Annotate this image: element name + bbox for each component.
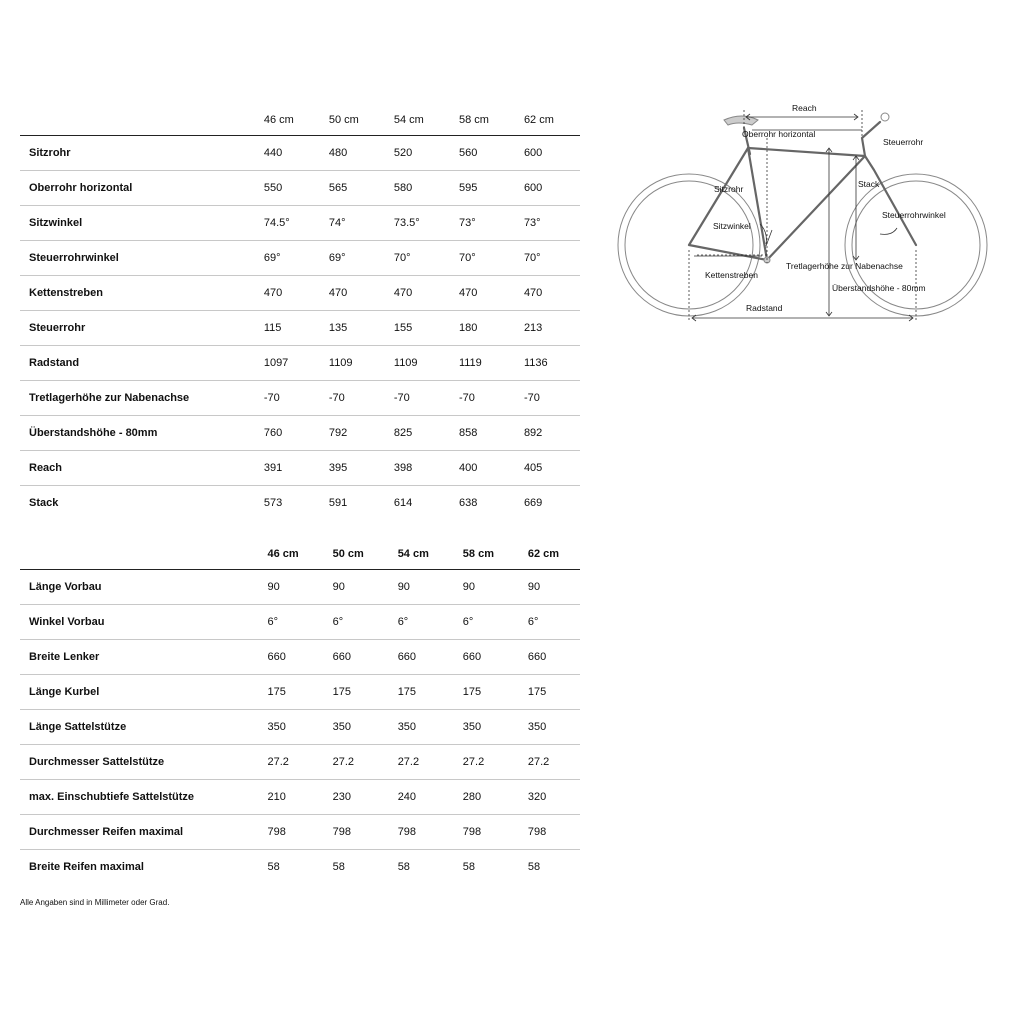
cell-value: 70° (385, 241, 450, 276)
cell-value: 470 (320, 276, 385, 311)
cell-value: 27.2 (515, 745, 580, 780)
cell-value: 90 (450, 570, 515, 605)
label-sitzwinkel: Sitzwinkel (713, 221, 751, 231)
cell-value: 210 (255, 780, 320, 815)
cell-value: 600 (515, 171, 580, 206)
cell-value: 58 (527, 861, 541, 873)
cell-value: 480 (320, 136, 385, 171)
cell-value: 600 (515, 136, 580, 171)
cell-value: 760 (255, 416, 320, 451)
size-header: 54 cm (385, 104, 450, 136)
cell-value: 27.2 (385, 745, 450, 780)
cell-value: 660 (255, 640, 320, 675)
cell-value: 73° (515, 206, 580, 241)
cell-value: 135 (320, 311, 385, 346)
table-row (20, 276, 580, 311)
cell-value: 27.2 (255, 745, 320, 780)
row-label: Länge Vorbau (20, 570, 255, 605)
cell-value: 90 (515, 570, 580, 605)
cell-value: 580 (385, 171, 450, 206)
cell-value: 175 (385, 675, 450, 710)
label-radstand: Radstand (746, 303, 783, 313)
cell-value: 155 (385, 311, 450, 346)
label-steuerrohr: Steuerrohr (883, 137, 924, 147)
cell-value: 350 (385, 710, 450, 745)
cell-value: 1097 (255, 346, 320, 381)
row-label: Länge Sattelstütze (20, 710, 255, 745)
row-label: Winkel Vorbau (20, 605, 255, 640)
cell-value: 74° (320, 206, 385, 241)
cell-value: -70 (450, 381, 515, 416)
cell-value: 6° (450, 605, 515, 640)
cell-value: 1109 (320, 346, 385, 381)
cell-value: 90 (255, 570, 320, 605)
size-header: 58 cm (450, 538, 515, 570)
table-row (20, 311, 580, 346)
cell-value: 175 (450, 675, 515, 710)
cell-value: 58 (397, 861, 410, 873)
cell-value: 27.2 (320, 745, 385, 780)
label-oberrohr-horizontal: Oberrohr horizontal (742, 129, 816, 139)
table-row (20, 815, 580, 850)
cell-value: 58 (267, 861, 280, 873)
cell-value: 405 (515, 451, 580, 486)
table-row (20, 570, 580, 605)
table-row (20, 171, 580, 206)
cell-value: 6° (320, 605, 385, 640)
cell-value: -70 (515, 381, 580, 416)
cell-value: 350 (515, 710, 580, 745)
handlebar (881, 113, 889, 121)
row-label: Sitzrohr (20, 136, 255, 171)
size-header: 58 cm (450, 104, 515, 136)
cell-value: 240 (385, 780, 450, 815)
row-label: Steuerrohrwinkel (20, 241, 255, 276)
cell-value: 230 (320, 780, 385, 815)
cell-value: 395 (320, 451, 385, 486)
cell-value: 798 (320, 815, 385, 850)
table-row (20, 206, 580, 241)
cell-value: 350 (450, 710, 515, 745)
cell-value: 660 (515, 640, 580, 675)
row-label: Durchmesser Sattelstütze (20, 745, 255, 780)
cell-value: 58 (332, 861, 345, 873)
row-label: Länge Kurbel (20, 675, 255, 710)
cell-value: 825 (385, 416, 450, 451)
table-row (20, 241, 580, 276)
row-label: Sitzwinkel (20, 206, 255, 241)
table-row (20, 416, 580, 451)
table-row (20, 745, 580, 780)
cell-value: 175 (320, 675, 385, 710)
row-label: Reach (20, 451, 255, 486)
size-header: 46 cm (255, 104, 320, 136)
row-label: Radstand (20, 346, 255, 381)
size-header: 50 cm (320, 538, 385, 570)
label-steuerrohrwinkel: Steuerrohrwinkel (882, 210, 946, 220)
cell-value: 213 (515, 311, 580, 346)
label-sitzrohr: Sitzrohr (714, 184, 744, 194)
table-row (20, 486, 580, 521)
cell-value: 180 (450, 311, 515, 346)
cell-value: 470 (385, 276, 450, 311)
cell-value: 280 (450, 780, 515, 815)
row-label: Überstandshöhe - 80mm (20, 416, 255, 451)
cell-value: 798 (515, 815, 580, 850)
table-row (20, 605, 580, 640)
cell-value: 73° (450, 206, 515, 241)
components-table (20, 538, 580, 884)
table-row (20, 640, 580, 675)
row-label: Kettenstreben (20, 276, 255, 311)
cell-value: 73.5° (385, 206, 450, 241)
cell-value: 69° (255, 241, 320, 276)
cell-value: 6° (385, 605, 450, 640)
table-row (20, 451, 580, 486)
components-header-row (20, 538, 580, 570)
cell-value: 614 (393, 497, 413, 509)
cell-value: 550 (255, 171, 320, 206)
size-header: 62 cm (515, 104, 580, 136)
cell-value: 470 (515, 276, 580, 311)
cell-value: 470 (255, 276, 320, 311)
cell-value: 470 (450, 276, 515, 311)
cell-value: 565 (320, 171, 385, 206)
row-label: Tretlagerhöhe zur Nabenachse (20, 381, 255, 416)
cell-value: 74.5° (255, 206, 320, 241)
cell-value: 6° (255, 605, 320, 640)
cell-value: 70° (450, 241, 515, 276)
size-header: 50 cm (320, 104, 385, 136)
row-label: Steuerrohr (20, 311, 255, 346)
table-row (20, 780, 580, 815)
cell-value: 1136 (515, 346, 580, 381)
cell-value: 6° (515, 605, 580, 640)
size-header: 62 cm (515, 538, 580, 570)
label-reach: Reach (792, 103, 817, 113)
cell-value: 90 (320, 570, 385, 605)
cell-value: -70 (385, 381, 450, 416)
row-label: max. Einschubtiefe Sattelstütze (20, 780, 255, 815)
label-kettenstreben: Kettenstreben (705, 270, 758, 280)
cell-value: 320 (515, 780, 580, 815)
bike-geometry-diagram (612, 98, 992, 328)
cell-value: 573 (263, 497, 283, 509)
table-row (20, 381, 580, 416)
cell-value: 391 (255, 451, 320, 486)
cell-value: 660 (450, 640, 515, 675)
size-header: 46 cm (255, 538, 320, 570)
cell-value: 660 (385, 640, 450, 675)
row-label: Breite Lenker (20, 640, 255, 675)
geometry-table (20, 104, 580, 520)
cell-value: -70 (320, 381, 385, 416)
cell-value: 69° (320, 241, 385, 276)
cell-value: 398 (385, 451, 450, 486)
cell-value: 792 (320, 416, 385, 451)
cell-value: 798 (255, 815, 320, 850)
cell-value: 1109 (385, 346, 450, 381)
footnote: Alle Angaben sind in Millimeter oder Grad. (20, 898, 170, 907)
label-ueberstandshoehe: Überstandshöhe - 80mm (832, 283, 926, 293)
cell-value: 70° (515, 241, 580, 276)
cell-value: 520 (385, 136, 450, 171)
row-label: Stack (29, 497, 59, 509)
cell-value: 440 (255, 136, 320, 171)
table-row (20, 710, 580, 745)
cell-value: 638 (458, 497, 478, 509)
cell-value: 1119 (450, 346, 515, 381)
cell-value: 669 (523, 497, 543, 509)
cell-value: 90 (385, 570, 450, 605)
table-row (20, 346, 580, 381)
cell-value: 58 (462, 861, 476, 873)
cell-value: 798 (385, 815, 450, 850)
cell-value: 595 (450, 171, 515, 206)
table-row (20, 675, 580, 710)
table-row (20, 850, 580, 885)
row-label: Breite Reifen maximal (29, 861, 144, 873)
cell-value: 27.2 (450, 745, 515, 780)
size-header: 54 cm (385, 538, 450, 570)
cell-value: -70 (255, 381, 320, 416)
cell-value: 400 (450, 451, 515, 486)
cell-value: 175 (515, 675, 580, 710)
cell-value: 660 (320, 640, 385, 675)
label-tretlagerhoehe: Tretlagerhöhe zur Nabenachse (786, 261, 903, 271)
cell-value: 350 (320, 710, 385, 745)
cell-value: 350 (255, 710, 320, 745)
row-label: Durchmesser Reifen maximal (20, 815, 255, 850)
row-label: Oberrohr horizontal (20, 171, 255, 206)
cell-value: 892 (515, 416, 580, 451)
label-stack: Stack (858, 179, 880, 189)
cell-value: 175 (255, 675, 320, 710)
cell-value: 591 (328, 497, 348, 509)
table-row (20, 136, 580, 171)
cell-value: 115 (255, 311, 320, 346)
cell-value: 858 (450, 416, 515, 451)
geometry-header-row (20, 104, 580, 136)
cell-value: 560 (450, 136, 515, 171)
cell-value: 798 (450, 815, 515, 850)
